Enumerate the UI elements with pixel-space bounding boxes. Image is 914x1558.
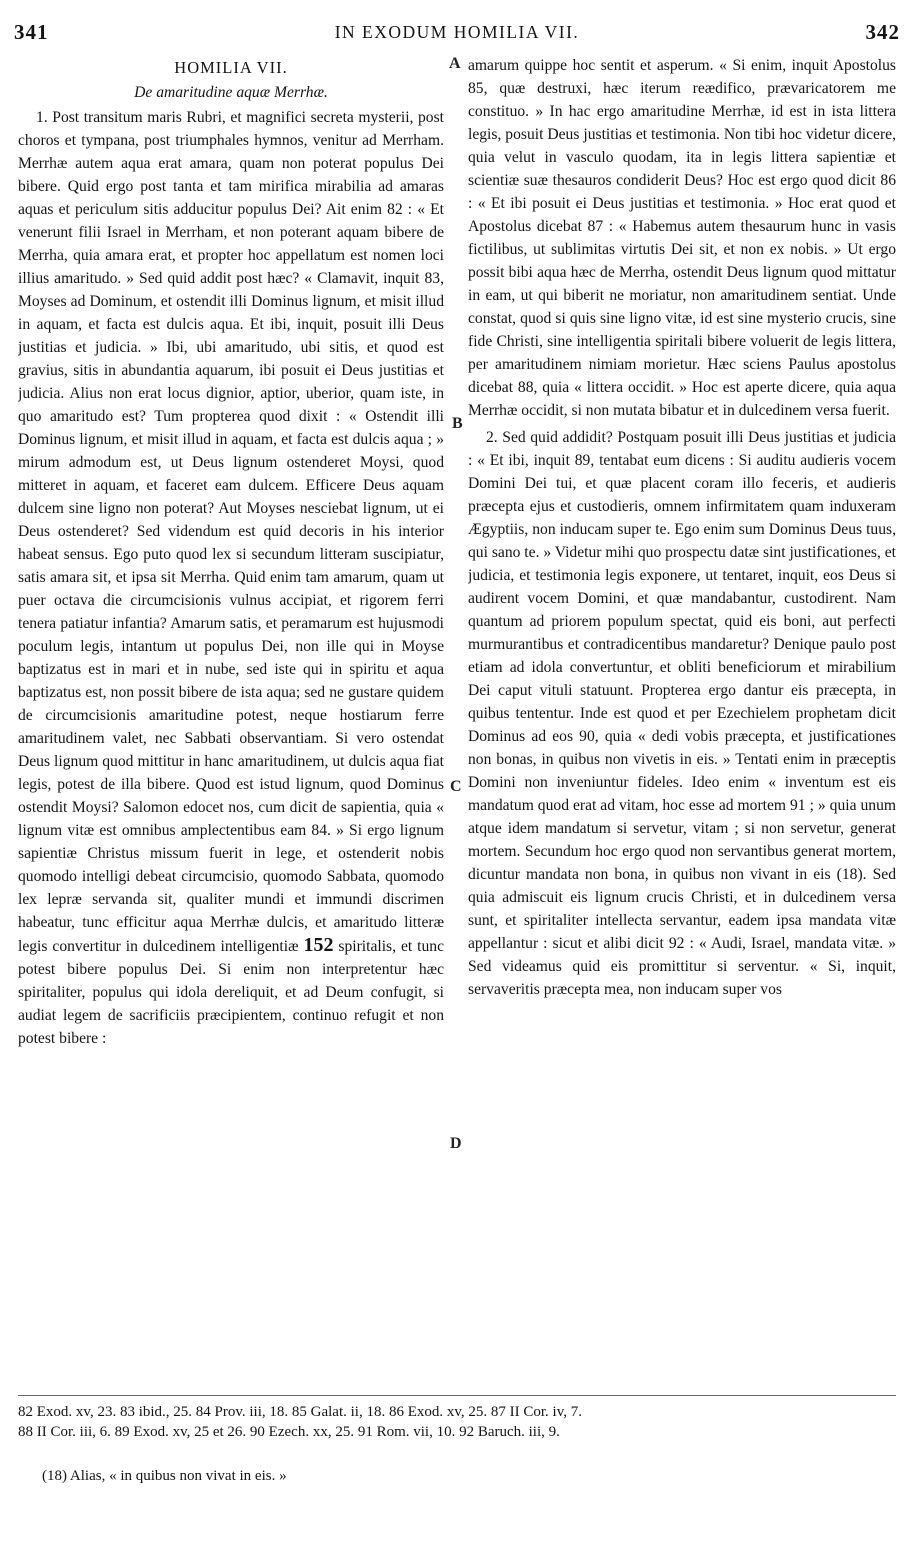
margin-letter-a: A — [449, 55, 461, 72]
margin-letter-d: D — [450, 1135, 462, 1152]
column-number: 152 — [303, 934, 334, 956]
footnote-line-1: 82 Exod. xv, 23. 83 ibid., 25. 84 Prov. iii, 18. 85 Galat. ii, 18. 86 Exod. xv, 25. 87 II Cor. iv, 7. — [18, 1404, 583, 1420]
margin-letter-c: C — [450, 778, 462, 795]
page-number-left: 341 — [14, 20, 49, 44]
right-column — [468, 54, 896, 1389]
paragraph-2: 2. Sed quid addidit? Postquam posuit illi Deus justitias et judicia : « Et ibi, inquit 89, tentabat eum dicens : Si auditu audieris vocem Domini Dei tui, et quæ placent coram illo feceris, et audieris præcepta ejus et custodieris, omnem infirmitatem quam induxeram Ægyptiis, non inducam super te. Ego enim sum Dominus Deus tuus, qui sano te. » Videtur mihi quo prospectu datæ sint justificationes, et judicia, et testimonia legis exponere, ut tentaret, inquit, eos Deus si audirent vocem Domini, et quæ mandabantur, custodirent. Nam quantum ad priorem populum spectat, quid eis boni, aut perfecti murmurantibus et contradicentibus mandaretur? Denique paulo post etiam ad idola convertuntur, et obliti beneficiorum et mirabilium Dei caput vituli statuunt. Propterea ergo dantur eis præcepta, in quibus tententur. Inde est quod et per Ezechielem prophetam dicit Dominus ad eos 90, quia « dedi vobis præcepta, et justificationes non bonas, in quibus non vivetis in eis. » Tentati enim in præceptis Domini non inveniuntur fideles. Ideo enim « inventum est eis mandatum quod erat ad vitam, hoc esse ad mortem 91 ; » quia unum atque idem mandatum si servetur, vitam ; si non servetur, generat mortem. Secundum hoc ergo quod non servantibus generat mortem, dicuntur mandata non bona, in quibus non vivant in eis (18). Sed quia admiscuit eis lignum crucis Christi, et in dulcedinem versa sunt, et spiritaliter intellecta servantur, eadem ipsa mandata vitæ appellantur : sicut et alibi dicit 92 : « Audi, Israel, mandata vitæ. » Sed videamus quid eis promittitur si serventur. « Si, inquit, servaveritis præcepta mea, non inducam super vos — [468, 429, 896, 998]
homily-subtitle: De amaritudine aquæ Merrhæ. — [134, 84, 328, 101]
margin-letter-b: B — [452, 415, 463, 432]
running-title: IN EXODUM HOMILIA VII. — [334, 22, 580, 42]
paragraph-1 — [18, 106, 444, 1050]
left-column — [18, 54, 444, 1389]
footnote-line-2: 88 II Cor. iii, 6. 89 Exod. xv, 25 et 26. 90 Ezech. xx, 25. 91 Rom. vii, 10. 92 Baruch. iii, 9. — [18, 1424, 560, 1440]
paragraph-1-continuation: amarum quippe hoc sentit et asperum. « Si enim, inquit Apostolus 85, quæ destruxi, hæc iterum reædifico, prævaricatorem me constituo. » In hac ergo amaritudine Merrhæ, id est in ista littera legis, posuit Deus justitias et testimonia. Non tibi hoc videtur dicere, quia velut in vasculo quodam, ita in legis littera sapientiæ et scientiæ suæ thesauros condiderit Deus? Hoc est ergo quod dicit 86 : « Et ibi posuit ei Deus justitias et testimonia. » Hoc erat quod et Apostolus dicebat 87 : « Habemus autem thesaurum hunc in vasis fictilibus, ut sublimitas virtutis Dei sit, et non ex nobis. » Ut ergo possit bibi aqua hæc de Merrha, ostendit Deus lignum quod mittatur in eam, ut qui biberit ne moriatur, non amaritudinem sentiat. Unde constat, quod si quis sine ligno vitæ, id est sine mysterio crucis, sine fide Christi, sine intelligentia spiritali bibere voluerit de legis littera, per amaritudinem nimiam morietur. Hæc sciens Paulus apostolus dicebat 88, quia « littera occidit. » Hoc est aperte dicere, quia aqua Merrhæ occidit, si non mutata bibatur et in dulcedinem versa fuerit. — [468, 57, 896, 419]
page-number-right: 342 — [865, 20, 900, 44]
footnote-rule — [18, 1395, 896, 1396]
homily-title: HOMILIA VII. — [174, 58, 288, 77]
paragraph-1-text: 1. Post transitum maris Rubri, et magnifici secreta mysterii, post choros et tympana, post triumphales hymnos, venitur ad Merrham. Merrhæ autem aqua erat amara, quam non poterat populus Dei bibere. Quid ergo post tanta et tam mirifica mirabilia ad amaras aquas et periculum sitis adducitur populus Dei? Ait enim 82 : « Et venerunt filii Israel in Merrham, et non poterant aquam bibere de Merrha, quia amara erat, et propter hoc appellatum est nomen loci illius amaritudo. » Sed quid addit post hæc? « Clamavit, inquit 83, Moyses ad Dominum, et ostendit illi Dominus lignum, et misit illud in aquam, et facta est dulcis aqua. Et ibi, inquit, posuit illi Deus justitias et judicia. » Ibi, ubi amaritudo, ubi sitis, et quod est gravius, sitis in abundantia aquarum, ibi posuit ei Deus justitias et judicia. Alius non erat locus dignior, aptior, uberior, quam iste, in quo amaritudo est? Tum propterea quod dixit : « Ostendit illi Dominus lignum, et misit illud in aquam, et facta est dulcis aqua ; » mirum admodum est, ut Deus lignum ostenderet Moysi, quod mitteret in aquam, et faceret eam dulcem. Efficere Deus aquam dulcem sine ligno non poterat? Aut Moyses nesciebat lignum, ut ei Deus ostenderet? Sed videndum est quid decoris in his interior habeat sensus. Ego puto quod lex si secundum litteram suscipiatur, satis amara sit, et ipsa sit Merrha. Quid enim tam amarum, quam ut puer octava die circumcisionis vulnus accipiat, et rigorem ferri tenera patiatur infantia? Amarum satis, et peramarum est hujusmodi poculum legis, intantum ut populus Dei, non ille qui in Moyse baptizatus est in mari et in nube, sed iste qui in spiritu et aqua baptizatus est, non possit bibere de ista aqua; sed ne gustare quidem de circumcisionis amaritudine potest, neque hostiarum ferre amaritudinem valet, nec Sabbati observantiam. Si vero ostendat Deus lignum quod mittitur in hanc amaritudinem, ut dulcis aqua fiat legis, potest de illa bibere. Quod est istud lignum, quod Dominus ostendit Moysi? Salomon edocet nos, cum dicit de sapientia, quia « lignum vitæ est omnibus amplectentibus eam 84. » Si ergo lignum sapientiæ Christus missum fuerit in lege, et ostenderit nobis quomodo intelligi debeat circumcisio, quomodo Sabbata, quomodo lex lepræ servanda sit, qualiter mundi et immundi discrimen habeatur, tunc efficitur aqua Merrhæ dulcis, et amaritudo litteræ legis convertitur in dulcedinem intelligentiæ — [18, 109, 444, 955]
paragraph-1-end: spiritalis, et tunc potest bibere populus Dei. Si enim non interpretentur hæc spiritaliter, populus qui idola dereliquit, et ad Deum confugit, si audiat legem de sacrificiis præcipientem, continuo refugit et non potest bibere : — [18, 938, 444, 1047]
variant-note: (18) Alias, « in quibus non vivat in eis. » — [42, 1468, 287, 1484]
footnotes — [18, 1402, 896, 1442]
running-head — [0, 10, 914, 46]
